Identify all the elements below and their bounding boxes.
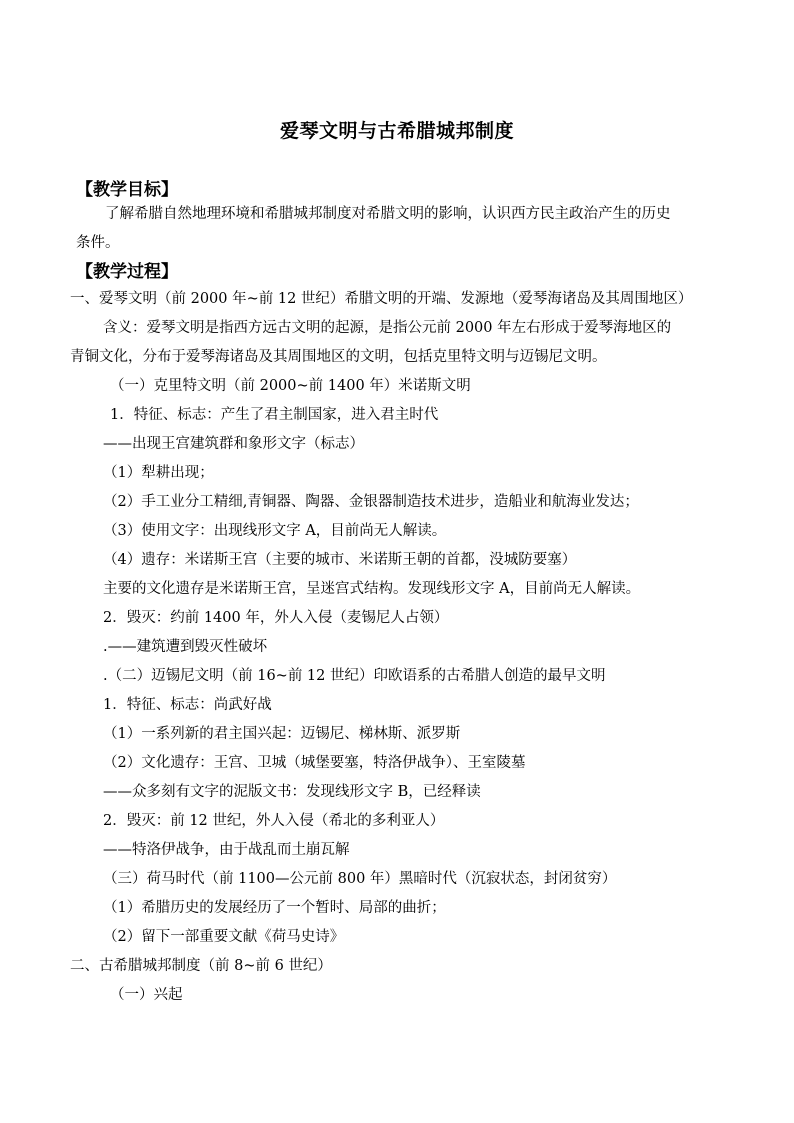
list-item: （4）遗存：米诺斯王宫（主要的城市、米诺斯王朝的首都，没城防要塞） [103,552,577,568]
subsection-homeric-age: （三）荷马时代（前 1100—公元前 800 年）黑暗时代（沉寂状态，封闭贫穷） [103,871,617,887]
paragraph-line: 主要的文化遗存是米诺斯王宫，呈迷宫式结构。发现线形文字 A，目前尚无人解读。 [103,581,641,597]
paragraph-line: 1．特征、标志：产生了君主制国家，进入君主时代 [110,407,439,423]
section-greek-city-state: 二、古希腊城邦制度（前 8~前 6 世纪） [70,958,332,974]
paragraph-line: 含义：爱琴文明是指西方远古文明的起源，是指公元前 2000 年左右形成于爱琴海地区的 [103,320,672,336]
subsection-minoan: （一）克里特文明（前 2000~前 1400 年）米诺斯文明 [110,378,471,394]
goal-text-line-1: 了解希腊自然地理环境和希腊城邦制度对希腊文明的影响，认识西方民主政治产生的历史 [105,206,671,222]
paragraph-line: ——众多刻有文字的泥版文书：发现线形文字 B，已经释读 [103,784,481,800]
heading-teaching-process: 【教学过程】 [76,262,178,282]
subsection-rise: （一）兴起 [110,987,183,1003]
paragraph-line: ——出现王宫建筑群和象形文字（标志） [103,436,364,452]
paragraph-line: 青铜文化，分布于爱琴海诸岛及其周围地区的文明，包括克里特文明与迈锡尼文明。 [70,349,607,365]
list-item: （1）犁耕出现； [103,465,214,481]
subsection-mycenaean: .（二）迈锡尼文明（前 16~前 12 世纪）印欧语系的古希腊人创造的最早文明 [103,668,606,684]
paragraph-line: ——特洛伊战争，由于战乱而土崩瓦解 [103,842,350,858]
list-item: （2）文化遗存：王宫、卫城（城堡要塞，特洛伊战争）、王室陵墓 [103,755,526,771]
list-item: （1）希腊历史的发展经历了一个暂时、局部的曲折； [103,900,446,916]
list-item: （2）手工业分工精细,青铜器、陶器、金银器制造技术进步，造船业和航海业发达； [103,494,639,510]
paragraph-line: 2．毁灭：约前 1400 年，外人入侵（麦锡尼人占领） [103,610,449,626]
list-item: （1）一系列新的君主国兴起：迈锡尼、梯林斯、派罗斯 [103,726,461,742]
paragraph-line: 2．毁灭：前 12 世纪，外人入侵（希北的多利亚人） [103,813,445,829]
list-item: （3）使用文字：出现线形文字 A，目前尚无人解读。 [103,523,447,539]
paragraph-line: .——建筑遭到毁灭性破坏 [103,639,268,655]
document-title: 爱琴文明与古希腊城邦制度 [279,120,514,142]
section-aegean-civilization: 一、爱琴文明（前 2000 年~前 12 世纪）希腊文明的开端、发源地（爱琴海诸岛及其周围地区） [70,291,693,307]
heading-teaching-goal: 【教学目标】 [76,180,178,200]
goal-text-line-2: 条件。 [76,235,120,251]
paragraph-line: 1．特征、标志：尚武好战 [103,697,272,713]
list-item: （2）留下一部重要文献《荷马史诗》 [103,929,345,945]
